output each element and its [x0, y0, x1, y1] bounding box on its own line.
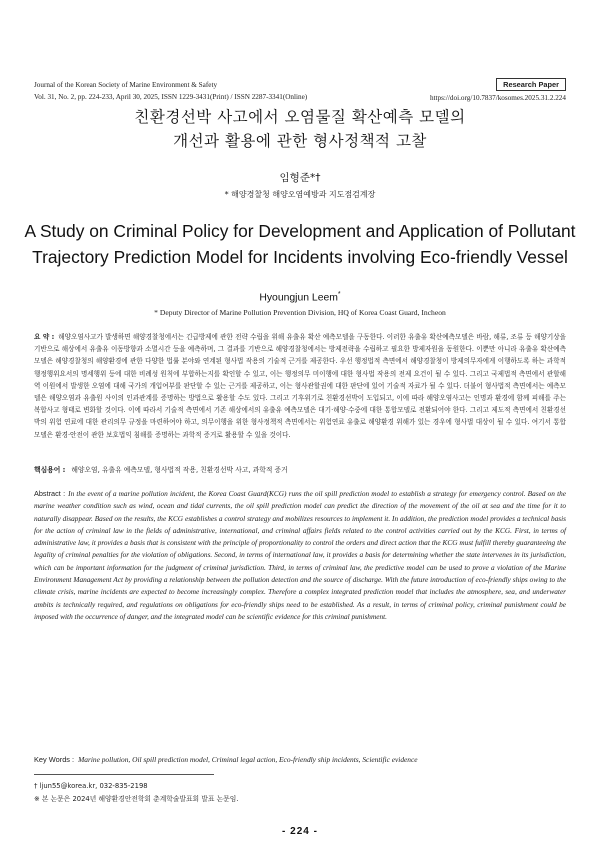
korean-title-line2: 개선과 활용에 관한 형사정책적 고찰	[173, 132, 427, 150]
english-abstract-label: Abstract :	[34, 489, 66, 498]
english-keywords-text: Marine pollution, Oil spill prediction model, Criminal legal action, Eco-friendly ship incidents, Scientific evidence	[78, 755, 418, 764]
korean-title-line1: 친환경선박 사고에서 오염물질 확산예측 모델의	[134, 108, 466, 126]
volume-info: Vol. 31, No. 2, pp. 224-233, April 30, 2025, ISSN 1229-3431(Print) / ISSN 2287-3341(Online)	[34, 92, 308, 101]
english-title-line2: Trajectory Prediction Model for Incidents involving Eco-friendly Vessel	[32, 247, 568, 267]
english-title	[20, 218, 580, 270]
presentation-note: ※ 본 논문은 2024년 해양환경안전학회 춘계학술발표회 발표 논문임.	[34, 795, 239, 803]
korean-keywords	[34, 464, 566, 474]
contact-footnote: † ljun55@korea.kr, 032-835-2198	[34, 782, 148, 790]
english-title-line1: A Study on Criminal Policy for Development and Application of Pollutant	[24, 221, 576, 241]
journal-name: Journal of the Korean Society of Marine Environment & Safety	[34, 81, 218, 89]
english-abstract	[34, 488, 566, 623]
journal-header	[34, 80, 307, 103]
english-keywords	[34, 755, 566, 764]
english-keywords-label: Key Words :	[34, 755, 75, 764]
header-right	[430, 78, 566, 102]
research-paper-badge: Research Paper	[496, 78, 566, 91]
korean-abstract	[34, 331, 566, 441]
korean-title	[0, 105, 600, 153]
korean-keywords-text: 해양오염, 유출유 예측모델, 형사법적 작용, 친환경선박 사고, 과학적 증거	[71, 466, 288, 474]
korean-keywords-label: 핵심용어 :	[34, 466, 66, 474]
footnotes	[34, 780, 238, 806]
doi-link[interactable]: https://doi.org/10.7837/kosomes.2025.31.2.224	[429, 94, 566, 102]
korean-affiliation: * 해양경찰청 해양오염예방과 지도점검계장	[224, 190, 376, 199]
footnote-divider	[34, 774, 214, 775]
korean-abstract-label: 요 약 :	[34, 333, 55, 341]
english-abstract-text: In the event of a marine pollution incident, the Korea Coast Guard(KCG) runs the oil spill prediction model to establish a strategy for emergency control. Based on the marine weather condition such as wind, ocean and tidal currents, the oil spill prediction model can predict the direction of the movement of the oil at sea and the time for it to naturally disappear. Based on the results, the KCG establishes a control strategy and mobilizes resources to implement it. In addition, the prediction model provides a technical basis for the action of criminal law in the fields of administrative, international, and criminal affairs fields related to the control activities carried out by the KCG. First, in terms of administrative law, it provides a basis that is consistent with the principle of proportionality to control the orders and direct action that the KCG must fulfill thereby guaranteeing the legality of criminal penalties for the violation of obligations. Second, in terms of international law, it provides a basis for determining whether the state intervenes in its jurisdiction, which can be important information for the judgment of criminal jurisdiction. Third, in terms of criminal law, the predictive model can be used to prove a violation of the Marine Environment Management Act by providing a relationship between the pollution detection and the source of discharge. With the future introduction of eco-friendly ships owing to the climate crisis, marine incidents are expected to become increasingly complex. Therefore a complex integrated prediction model that includes the atmosphere, sea, and underwater ambits is technically required, and regulations on obligations for eco-friendly ships need to be established. As a result, in terms of criminal policy, criminal punishment could be imposed with the occurrence of danger, and the integrated model can be scientific evidence for this criminal punishment.	[34, 489, 566, 621]
author-mark: *	[337, 291, 341, 298]
korean-abstract-text: 해양오염사고가 발생하면 해양경찰청에서는 긴급방제에 관한 전략 수립을 위해 유출유 확산 예측모델을 구동한다. 이러한 유출유 확산예측모델은 바람, 해류, 조류 등 해양기상을 기반으로 해상에서 유출유 이동방향과 소멸시간 등을 예측하며, 그 결과를 기반으로 해양경찰청에서는 방제전략을 수립하고 필요한 방제자원을 동원한다. 이뿐만 아니라 유출유 확산예측모델은 해양경찰청의 해양환경에 관한 다양한 법률 분야와 연계된 형사법 작용의 기술적 근거를 제공한다. 우선 행정법적 측면에서 해양경찰청이 방제의무자에게 이행하도록 하는 과학적 행정행위요서의 명세행위 등에 대한 비례성 원칙에 부합하는지를 확인할 수 있고, 이는 행정의무 미이행에 대한 형사법 작용의 전제 요건이 될 수 있다. 그리고 국제법적 측면에서 관할해역 이원에서 발생한 오염에 대해 국가의 개입여부를 판단할 수 있는 근거를 제공하고, 이는 형사관할권에 대한 판단에 있어 기술적 자료가 될 수 있다. 더불어 형사법적 측면에서는 예측모델은 해양오염과 유출원 사이의 인과관계를 증명하는 방법으로 활용할 수도 있다. 그리고 기후위기로 친환경선박이 도입되고, 이에 따라 해양오염사고는 인명과 환경에 함께 피해를 주는 복합사고 형태로 변화할 것이다. 이에 따라서 기술적 측면에서 기존 해상에서의 유출유 예측모델은 대기·해양·수중에 대한 통합모델로 전환되어야 한다. 그리고 제도적 측면에서 친환경선박의 위험 연료에 대한 관리의무 규정을 마련하여야 하고, 의무이행을 위한 형사정책적 측면에서는 위험연료 유출로 해양환경 위해가 있는 경우에 형사벌 대상이 될 수 있다. 여기서 통합모델은 환경·안전이 관한 보호법익 침해를 증명하는 과학적 증거로 활용할 수 있을 것이다.	[34, 333, 567, 439]
english-author-name: Hyoungjun Leem	[259, 292, 338, 304]
korean-author: 임형준*†	[279, 172, 321, 184]
page-number: - 224 -	[282, 826, 318, 837]
english-affiliation: * Deputy Director of Marine Pollution Prevention Division, HQ of Korea Coast Guard, Incheon	[154, 308, 446, 317]
english-author	[0, 291, 600, 303]
